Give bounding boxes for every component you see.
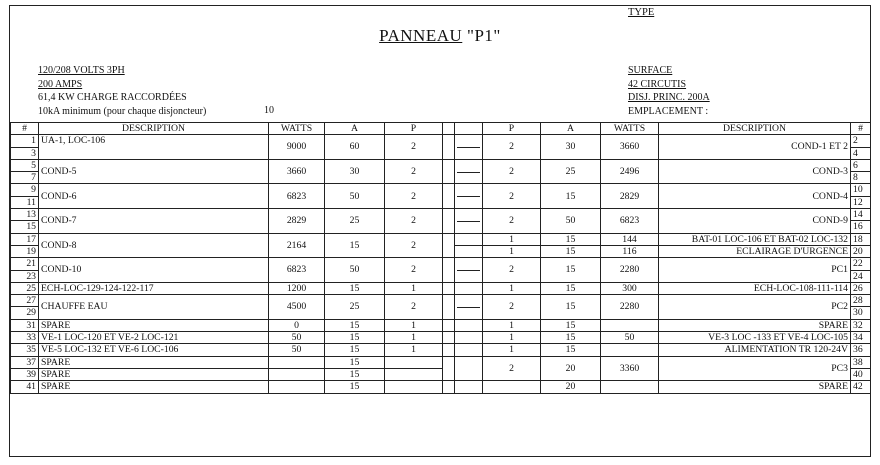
circuit-watts: 0 <box>269 319 325 331</box>
gap-col <box>443 123 455 135</box>
connector-line <box>455 184 483 209</box>
circuit-amps: 15 <box>325 332 385 344</box>
circuit-amps: 25 <box>325 295 385 320</box>
circuit-poles: 1 <box>483 319 541 331</box>
circuit-number: 25 <box>11 282 39 294</box>
circuit-watts: 50 <box>601 332 659 344</box>
circuit-amps: 25 <box>325 209 385 234</box>
circuit-poles: 2 <box>385 233 443 258</box>
circuit-number: 35 <box>11 344 39 356</box>
circuit-number: 28 <box>851 295 871 307</box>
circuit-watts: 3360 <box>601 356 659 381</box>
circuit-watts <box>269 356 325 368</box>
circuit-amps: 15 <box>325 319 385 331</box>
amps-text: 200 AMPS <box>38 78 83 90</box>
table-body <box>11 135 871 393</box>
circuit-amps: 15 <box>325 368 385 380</box>
col-p-left: P <box>385 123 443 135</box>
circuit-watts <box>269 381 325 393</box>
gap-cell <box>443 258 455 283</box>
circuit-number: 3 <box>11 147 39 159</box>
circuit-number: 41 <box>11 381 39 393</box>
circuit-amps: 25 <box>541 159 601 184</box>
circuit-watts: 2280 <box>601 258 659 283</box>
connector-line <box>455 135 483 160</box>
circuit-description: COND-10 <box>39 258 269 283</box>
circuit-watts: 3660 <box>601 135 659 160</box>
circuit-poles: 1 <box>483 233 541 245</box>
circuit-number: 18 <box>851 233 871 245</box>
circuit-amps: 15 <box>325 282 385 294</box>
table-row <box>11 159 871 171</box>
col-watts-left: WATTS <box>269 123 325 135</box>
gap-cell <box>443 356 455 381</box>
circuit-number: 15 <box>11 221 39 233</box>
circuit-watts: 2280 <box>601 295 659 320</box>
table-row <box>11 233 871 245</box>
circuit-amps: 50 <box>325 184 385 209</box>
circuit-watts: 6823 <box>601 209 659 234</box>
circuit-number: 13 <box>11 209 39 221</box>
connector-line <box>455 258 483 283</box>
circuit-number: 31 <box>11 319 39 331</box>
load-text: 61,4 KW CHARGE RACCORDÉES <box>38 92 187 103</box>
circuit-watts: 50 <box>269 332 325 344</box>
type-label: TYPE <box>628 7 655 18</box>
circuit-watts: 3660 <box>269 159 325 184</box>
circuit-description: ECLAIRAGE D'URGENCE <box>659 245 851 257</box>
circuit-watts: 2164 <box>269 233 325 258</box>
conn-cell <box>455 356 483 381</box>
circuit-number: 38 <box>851 356 871 368</box>
circuit-watts: 116 <box>601 245 659 257</box>
col-watts-right: WATTS <box>601 123 659 135</box>
circuit-number: 33 <box>11 332 39 344</box>
circuit-watts: 2829 <box>269 209 325 234</box>
circuit-poles: 2 <box>385 258 443 283</box>
circuit-amps: 30 <box>541 135 601 160</box>
circuit-number: 24 <box>851 270 871 282</box>
circuit-poles: 2 <box>483 209 541 234</box>
col-a-right: A <box>541 123 601 135</box>
table-row <box>11 209 871 221</box>
circuit-number: 1 <box>11 135 39 147</box>
table-header-row <box>11 123 871 135</box>
circuit-poles: 1 <box>483 245 541 257</box>
circuit-number: 21 <box>11 258 39 270</box>
circuit-table <box>10 122 871 394</box>
table-row <box>11 319 871 331</box>
gap-cell <box>443 319 455 331</box>
circuit-watts: 2496 <box>601 159 659 184</box>
panel-schedule-sheet <box>9 5 871 457</box>
circuit-poles: 2 <box>483 258 541 283</box>
circuit-watts <box>269 368 325 380</box>
table-row <box>11 184 871 196</box>
circuit-amps: 15 <box>541 245 601 257</box>
gap-cell <box>443 295 455 320</box>
col-desc-left: DESCRIPTION <box>39 123 269 135</box>
circuit-poles <box>385 356 443 368</box>
conn-cell <box>455 233 483 245</box>
circuit-amps: 15 <box>325 381 385 393</box>
circuit-poles: 1 <box>385 332 443 344</box>
gap-cell <box>443 184 455 209</box>
gap-cell <box>443 332 455 344</box>
circuit-number: 36 <box>851 344 871 356</box>
title-suffix: "P1" <box>462 26 501 45</box>
circuit-description: COND-3 <box>659 159 851 184</box>
circuit-number: 34 <box>851 332 871 344</box>
panel-specs-right <box>628 64 710 118</box>
table-row <box>11 332 871 344</box>
circuit-amps: 15 <box>325 356 385 368</box>
circuit-description: COND-8 <box>39 233 269 258</box>
col-num-right: # <box>851 123 871 135</box>
circuit-number: 14 <box>851 209 871 221</box>
circuit-number: 9 <box>11 184 39 196</box>
circuit-number: 23 <box>11 270 39 282</box>
circuit-description: SPARE <box>659 319 851 331</box>
circuit-poles: 2 <box>483 159 541 184</box>
circuit-watts: 144 <box>601 233 659 245</box>
circuit-description: VE-3 LOC -133 ET VE-4 LOC-105 <box>659 332 851 344</box>
title-prefix: PANNEAU <box>379 26 463 45</box>
circuit-description: BAT-01 LOC-106 ET BAT-02 LOC-132 <box>659 233 851 245</box>
page-title <box>10 26 870 46</box>
circuit-number: 22 <box>851 258 871 270</box>
circuit-poles: 1 <box>483 332 541 344</box>
circuit-amps: 50 <box>325 258 385 283</box>
circuit-poles: 1 <box>483 344 541 356</box>
circuit-description: VE-5 LOC-132 ET VE-6 LOC-106 <box>39 344 269 356</box>
circuit-watts: 2829 <box>601 184 659 209</box>
conn-cell <box>455 282 483 294</box>
col-p-right: P <box>483 123 541 135</box>
circuit-watts: 4500 <box>269 295 325 320</box>
circuit-description: VE-1 LOC-120 ET VE-2 LOC-121 <box>39 332 269 344</box>
circuit-poles: 2 <box>385 295 443 320</box>
circuit-number: 11 <box>11 196 39 208</box>
circuit-description: SPARE <box>39 356 269 368</box>
circuit-amps: 15 <box>541 319 601 331</box>
table-row <box>11 344 871 356</box>
circuit-amps: 15 <box>325 344 385 356</box>
circuit-number: 17 <box>11 233 39 245</box>
circuit-description: PC2 <box>659 295 851 320</box>
table-row <box>11 356 871 368</box>
main-breaker-text: DISJ. PRINC. 200A <box>628 92 710 103</box>
connector-line <box>455 159 483 184</box>
circuit-poles: 2 <box>385 184 443 209</box>
circuit-description: ECH-LOC-129-124-122-117 <box>39 282 269 294</box>
circuit-number: 42 <box>851 381 871 393</box>
circuit-amps: 15 <box>325 233 385 258</box>
table-row <box>11 135 871 147</box>
circuit-amps: 15 <box>541 233 601 245</box>
col-a-left: A <box>325 123 385 135</box>
circuit-description: COND-6 <box>39 184 269 209</box>
conn-cell <box>455 344 483 356</box>
circuit-number: 37 <box>11 356 39 368</box>
circuit-poles <box>385 368 443 380</box>
table-row <box>11 282 871 294</box>
circuit-poles: 2 <box>483 184 541 209</box>
circuit-poles: 1 <box>385 282 443 294</box>
table-row <box>11 381 871 393</box>
circuit-description: PC3 <box>659 356 851 381</box>
connector-line <box>455 209 483 234</box>
circuit-poles: 1 <box>483 282 541 294</box>
circuit-number: 4 <box>851 147 871 159</box>
circuit-description: SPARE <box>39 381 269 393</box>
circuit-description: COND-1 ET 2 <box>659 135 851 160</box>
circuit-poles: 2 <box>483 356 541 381</box>
conn-cell <box>455 332 483 344</box>
circuit-poles: 2 <box>385 209 443 234</box>
circuit-watts: 50 <box>269 344 325 356</box>
circuit-watts: 9000 <box>269 135 325 160</box>
conn-cell <box>455 319 483 331</box>
circuit-number: 29 <box>11 307 39 319</box>
gap-cell <box>443 233 455 258</box>
circuit-number: 6 <box>851 159 871 171</box>
panel-specs-left <box>38 64 206 118</box>
gap-cell <box>443 282 455 294</box>
circuit-watts <box>601 319 659 331</box>
circuit-number: 2 <box>851 135 871 147</box>
circuit-number: 40 <box>851 368 871 380</box>
gap-cell <box>443 159 455 184</box>
circuit-poles: 1 <box>385 344 443 356</box>
circuit-poles: 2 <box>483 135 541 160</box>
circuit-description: PC1 <box>659 258 851 283</box>
circuit-description: ALIMENTATION TR 120-24V <box>659 344 851 356</box>
circuit-amps: 15 <box>541 282 601 294</box>
circuit-description: COND-5 <box>39 159 269 184</box>
circuit-amps: 20 <box>541 381 601 393</box>
circuit-amps: 50 <box>541 209 601 234</box>
circuit-watts: 6823 <box>269 258 325 283</box>
circuit-amps: 15 <box>541 184 601 209</box>
gap-cell <box>443 381 455 393</box>
circuits-text: 42 CIRCUTIS <box>628 78 687 90</box>
circuit-poles <box>483 381 541 393</box>
circuit-number: 7 <box>11 172 39 184</box>
connector-line <box>455 295 483 320</box>
circuit-description: SPARE <box>659 381 851 393</box>
circuit-watts: 300 <box>601 282 659 294</box>
circuit-watts <box>601 381 659 393</box>
circuit-description: COND-9 <box>659 209 851 234</box>
circuit-description: ECH-LOC-108-111-114 <box>659 282 851 294</box>
circuit-watts: 6823 <box>269 184 325 209</box>
circuit-poles: 1 <box>385 319 443 331</box>
circuit-amps: 15 <box>541 344 601 356</box>
col-desc-right: DESCRIPTION <box>659 123 851 135</box>
circuit-description: COND-4 <box>659 184 851 209</box>
voltage-text: 120/208 VOLTS 3PH <box>38 65 125 76</box>
circuit-amps: 30 <box>325 159 385 184</box>
circuit-amps: 60 <box>325 135 385 160</box>
circuit-description: SPARE <box>39 368 269 380</box>
circuit-number: 39 <box>11 368 39 380</box>
table-row <box>11 295 871 307</box>
circuit-number: 19 <box>11 245 39 257</box>
circuit-number: 12 <box>851 196 871 208</box>
circuit-number: 32 <box>851 319 871 331</box>
circuit-number: 5 <box>11 159 39 171</box>
circuit-number: 27 <box>11 295 39 307</box>
mounting-text: SURFACE <box>628 65 673 76</box>
gap-cell <box>443 209 455 234</box>
circuit-poles: 2 <box>385 135 443 160</box>
gap-cell <box>443 344 455 356</box>
circuit-description: UA-1, LOC-106 <box>39 135 269 160</box>
circuit-number: 30 <box>851 307 871 319</box>
circuit-description: COND-7 <box>39 209 269 234</box>
tenk-label: 10kA minimum (pour chaque disjoncteur) <box>38 105 207 117</box>
gap-cell <box>443 135 455 160</box>
circuit-number: 10 <box>851 184 871 196</box>
conn-cell <box>455 245 483 257</box>
conn-cell <box>455 381 483 393</box>
circuit-watts: 1200 <box>269 282 325 294</box>
circuit-number: 26 <box>851 282 871 294</box>
circuit-amps: 15 <box>541 295 601 320</box>
circuit-number: 8 <box>851 172 871 184</box>
circuit-description: SPARE <box>39 319 269 331</box>
circuit-number: 16 <box>851 221 871 233</box>
circuit-poles: 2 <box>483 295 541 320</box>
circuit-amps: 20 <box>541 356 601 381</box>
circuit-poles: 2 <box>385 159 443 184</box>
circuit-watts <box>601 344 659 356</box>
conn-col <box>455 123 483 135</box>
circuit-amps: 15 <box>541 332 601 344</box>
circuit-number: 20 <box>851 245 871 257</box>
location-text: EMPLACEMENT : <box>628 105 709 117</box>
table-row <box>11 258 871 270</box>
col-num-left: # <box>11 123 39 135</box>
tenk-value: 10 <box>264 104 274 116</box>
circuit-description: CHAUFFE EAU <box>39 295 269 320</box>
circuit-amps: 15 <box>541 258 601 283</box>
circuit-poles <box>385 381 443 393</box>
